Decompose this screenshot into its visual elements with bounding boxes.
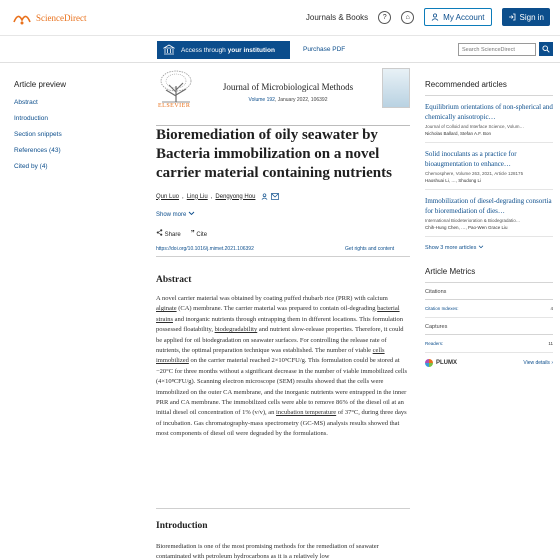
- my-account-button[interactable]: [424, 8, 491, 26]
- share-label: Share: [164, 232, 181, 238]
- author-icons: [261, 193, 279, 200]
- topic-link[interactable]: incubation temperature: [276, 409, 337, 417]
- help-icon[interactable]: ?: [378, 11, 391, 24]
- quote-icon: ”: [190, 229, 195, 238]
- purchase-pdf-link[interactable]: Purchase PDF: [303, 46, 346, 53]
- sign-in-button[interactable]: [502, 8, 550, 26]
- article-title: Bioremediation of oily seawater by Bacteria immobilization on a novel carrier material containing nutrients: [156, 127, 392, 181]
- topic-link[interactable]: bacterial strains: [156, 305, 400, 323]
- share-cite-row: [156, 229, 207, 238]
- view-details-link[interactable]: [523, 360, 553, 366]
- cite-label: Cite: [196, 232, 208, 238]
- recommended-journal: International Biodeterioration & Biodegradatio…: [425, 218, 521, 223]
- chevron-right-icon: ›: [551, 360, 553, 366]
- journal-cover-image[interactable]: [382, 68, 410, 108]
- journal-header: [156, 66, 410, 112]
- author-link[interactable]: Dengyong Hou: [215, 193, 256, 200]
- citation-indexes-row: [425, 300, 553, 318]
- journals-books-link[interactable]: Journals & Books: [305, 12, 369, 22]
- recommended-authors: Chih-Hung Chen, …, Pao-Wen Grace Liu: [425, 225, 508, 230]
- top-nav: [306, 8, 550, 26]
- search-button[interactable]: [539, 42, 553, 56]
- sciencedirect-logo-icon: [12, 10, 32, 26]
- recommended-article[interactable]: [425, 190, 553, 237]
- author-link[interactable]: Qun Luo: [156, 193, 180, 200]
- divider: [156, 508, 410, 509]
- plumx-row: [425, 353, 553, 367]
- access-bar: [0, 37, 560, 63]
- journal-title[interactable]: Journal of Microbiological Methods: [222, 82, 354, 92]
- show-more-toggle[interactable]: [156, 211, 195, 218]
- recommended-authors: Haoshuai Li, …, Shudong Li: [425, 178, 482, 183]
- divider: [156, 256, 410, 257]
- article-preview-nav: [14, 80, 134, 179]
- access-through-institution-button[interactable]: [157, 41, 290, 59]
- readers-label: Readers:: [425, 341, 444, 346]
- recommended-title[interactable]: Immobilization of diesel-degrading consortia for bioremediation of dies…: [425, 197, 552, 215]
- abstract-heading: Abstract: [156, 275, 192, 285]
- article-metrics-heading: Article Metrics: [425, 267, 553, 283]
- share-button[interactable]: [156, 229, 181, 238]
- author-list: Qun Luo , Ling Liu , Dengyong Hou: [156, 193, 279, 200]
- author-link[interactable]: Ling Liu: [186, 193, 208, 200]
- article-metrics: [425, 267, 553, 367]
- email-icon[interactable]: [271, 193, 279, 200]
- logo-text: ScienceDirect: [36, 13, 87, 23]
- search-icon: [542, 45, 550, 53]
- introduction-heading: Introduction: [156, 521, 208, 531]
- captures-label: Captures: [425, 318, 553, 335]
- recommended-journal: Chemosphere, Volume 263, 2021, Article 128175: [425, 171, 524, 176]
- my-account-label: My Account: [443, 12, 485, 22]
- elsevier-tree-logo[interactable]: [156, 68, 196, 108]
- citation-indexes-value: 4: [550, 306, 553, 311]
- recommended-article[interactable]: [425, 96, 553, 143]
- nav-cited-by[interactable]: Cited by (4): [14, 163, 48, 170]
- institution-icon[interactable]: ⌂: [401, 11, 414, 24]
- plumx-logo: PLUMX: [425, 359, 457, 367]
- share-icon: [156, 229, 163, 236]
- nav-abstract[interactable]: Abstract: [14, 99, 38, 106]
- citation-indexes-label: Citation Indexes:: [425, 306, 459, 311]
- search-input[interactable]: Search ScienceDirect: [458, 43, 536, 56]
- show-more-articles-label: Show 3 more articles: [425, 245, 477, 251]
- cite-button[interactable]: [191, 229, 207, 238]
- doi-link[interactable]: https://doi.org/10.1016/j.mimet.2021.106392: [156, 246, 254, 252]
- get-rights-link[interactable]: Get rights and content: [345, 246, 395, 252]
- chevron-down-icon: [188, 211, 195, 216]
- abstract-text: A novel carrier material was obtained by coating puffed rhubarb rice (PRR) with calcium alginate (CA) membrane. The carrier material was prepared to contain oil-degrading bacterial strains and inorganic nutrients through entrapping them in different locations. This formulation possessed floatability, biodegradability and nutrient slow-release properties. Therefore, it could be applied for oil biodegradation on seawater surfaces. For controlling the release rate of nutrients, the optimal preparation technique was established. The number of viable cells immobilized on the carrier material reached 2×10⁹CFU/g. This formulation could be stored at −20°C for three months without a significant decrease in the number of viable immobilized cells (4×10⁸CFU/g). Scanning electron microscope (SEM) results showed that the cells were immobilized on the outer CA membrane, and the inorganic nutrients were entrapped in the inner PRR and CA membrane. The immobilized cells were able to remove 86% of the diesel oil at an initial diesel oil concentration of 1% (v/v), an incubation temperature of 37°C, during three days of incubation. Gas chromatography-mass spectrometry (GC-MS) analysis results showed that most components of diesel oil were degraded by the formulations.: [156, 295, 408, 438]
- right-sidebar: [425, 80, 553, 367]
- person-icon[interactable]: [261, 193, 268, 200]
- readers-row: [425, 335, 553, 353]
- sign-in-label: Sign in: [519, 12, 544, 22]
- volume-link[interactable]: Volume 192: [248, 97, 275, 103]
- journal-volume-info: [208, 97, 368, 103]
- topic-link[interactable]: biodegradability: [214, 326, 258, 334]
- topic-link[interactable]: alginate: [156, 305, 177, 313]
- nav-references[interactable]: References (43): [14, 147, 61, 154]
- plumx-icon: [425, 359, 433, 367]
- top-header: [0, 0, 560, 36]
- show-more-label: Show more: [156, 212, 187, 218]
- readers-value: 11: [548, 341, 553, 346]
- institution-building-icon: [163, 44, 175, 56]
- recommended-authors: Nicholas Ballard, Stefan A.F. Bon: [425, 131, 492, 136]
- article-preview-heading: Article preview: [14, 80, 67, 89]
- recommended-heading: Recommended articles: [425, 80, 553, 96]
- recommended-title[interactable]: Equilibrium orientations of non-spherical and chemically anisotropic…: [425, 103, 553, 121]
- citations-label: Citations: [425, 283, 553, 300]
- sciencedirect-logo[interactable]: [12, 10, 86, 26]
- nav-section-snippets[interactable]: Section snippets: [14, 131, 62, 138]
- nav-introduction[interactable]: Introduction: [14, 115, 48, 122]
- recommended-article[interactable]: [425, 143, 553, 190]
- access-label: Access through your institution: [181, 46, 275, 54]
- sign-in-icon: [508, 13, 516, 21]
- chevron-down-icon: [478, 245, 484, 249]
- view-details-label: View details: [523, 360, 550, 366]
- issue-date: , January 2022, 106392: [274, 97, 328, 103]
- introduction-text: Bioremediation is one of the most promising methods for the remediation of seawater contaminated with petroleum hydrocarbons as it is a relatively low: [156, 543, 379, 560]
- recommended-title[interactable]: Solid inoculants as a practice for bioaugmentation to enhance…: [425, 150, 517, 168]
- article-main: [156, 66, 410, 560]
- user-icon: [431, 13, 439, 21]
- elsevier-wordmark: ELSEVIER: [158, 103, 191, 109]
- recommended-journal: Journal of Colloid and Interface Science, Volum…: [425, 124, 525, 129]
- show-more-articles-link[interactable]: [425, 245, 553, 251]
- topic-link[interactable]: cells immobilized: [156, 347, 385, 365]
